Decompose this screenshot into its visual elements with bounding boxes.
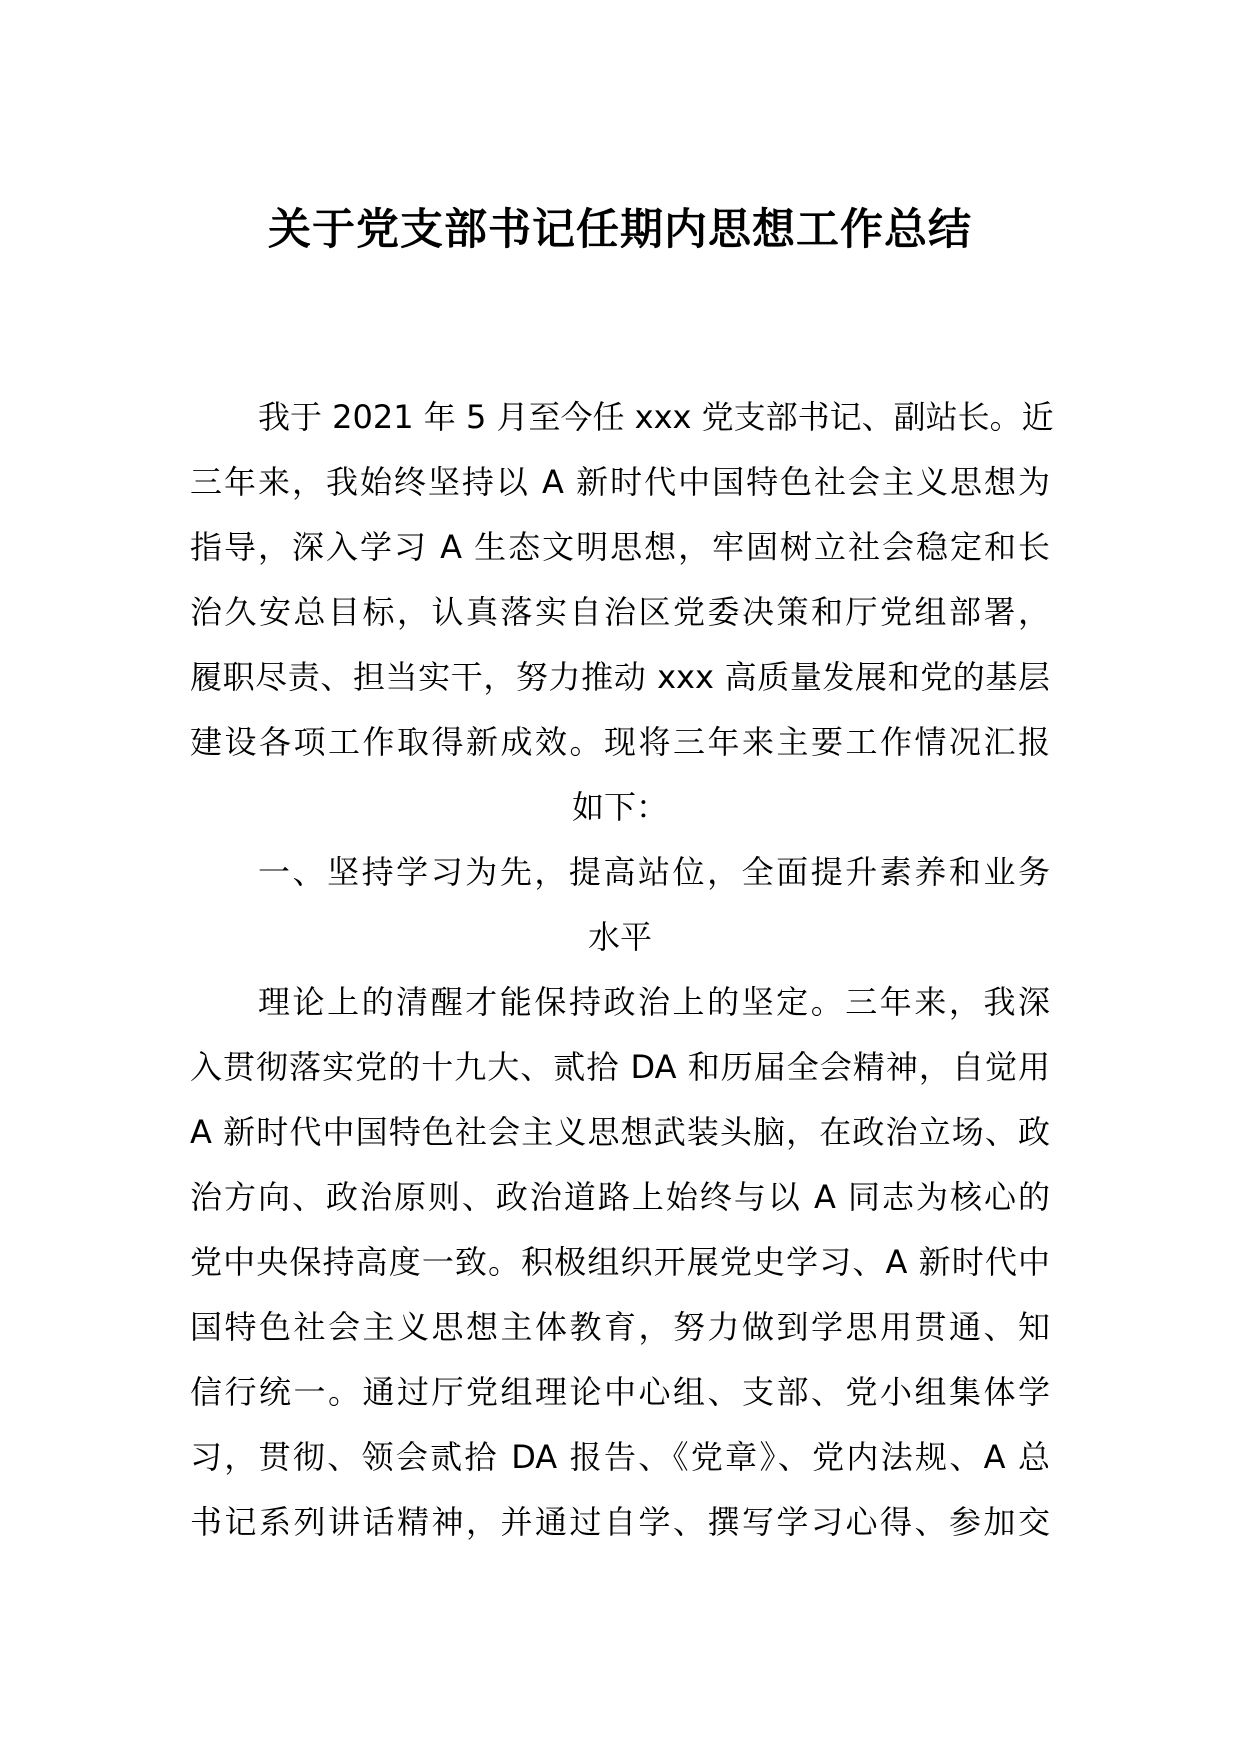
paragraph-line: 习，贯彻、领会贰拾 DA 报告、《党章》、党内法规、A 总 <box>190 1438 1050 1476</box>
paragraph-line: 治久安总目标，认真落实自治区党委决策和厅党组部署， <box>190 593 1050 631</box>
paragraph-line: 建设各项工作取得新成效。现将三年来主要工作情况汇报 <box>190 723 1050 761</box>
paragraph-line: 指导，深入学习 A 生态文明思想，牢固树立社会稳定和长 <box>190 528 1050 566</box>
paragraph-line: 党中央保持高度一致。积极组织开展党史学习、A 新时代中 <box>190 1243 1050 1281</box>
document-body <box>190 385 1054 1555</box>
document-title: 关于党支部书记任期内思想工作总结 <box>268 205 972 255</box>
section-heading-line: 一、坚持学习为先，提高站位，全面提升素养和业务 <box>258 853 1050 891</box>
paragraph-line: 国特色社会主义思想主体教育，努力做到学思用贯通、知 <box>190 1308 1050 1346</box>
section-heading-line: 水平 <box>587 918 652 956</box>
paragraph-line: 入贯彻落实党的十九大、贰拾 DA 和历届全会精神，自觉用 <box>190 1048 1050 1086</box>
paragraph-line: 书记系列讲话精神，并通过自学、撰写学习心得、参加交 <box>190 1503 1050 1541</box>
paragraph-line: 信行统一。通过厅党组理论中心组、支部、党小组集体学 <box>190 1373 1050 1411</box>
paragraph-line: 理论上的清醒才能保持政治上的坚定。三年来，我深 <box>258 983 1050 1021</box>
paragraph-line: A 新时代中国特色社会主义思想武装头脑，在政治立场、政 <box>190 1113 1050 1151</box>
paragraph-line: 我于 2021 年 5 月至今任 xxx 党支部书记、副站长。近 <box>258 398 1054 436</box>
paragraph-line: 治方向、政治原则、政治道路上始终与以 A 同志为核心的 <box>190 1178 1050 1216</box>
paragraph-line: 履职尽责、担当实干，努力推动 xxx 高质量发展和党的基层 <box>190 658 1050 696</box>
paragraph-line: 三年来，我始终坚持以 A 新时代中国特色社会主义思想为 <box>190 463 1050 501</box>
paragraph-line: 如下： <box>571 788 668 826</box>
